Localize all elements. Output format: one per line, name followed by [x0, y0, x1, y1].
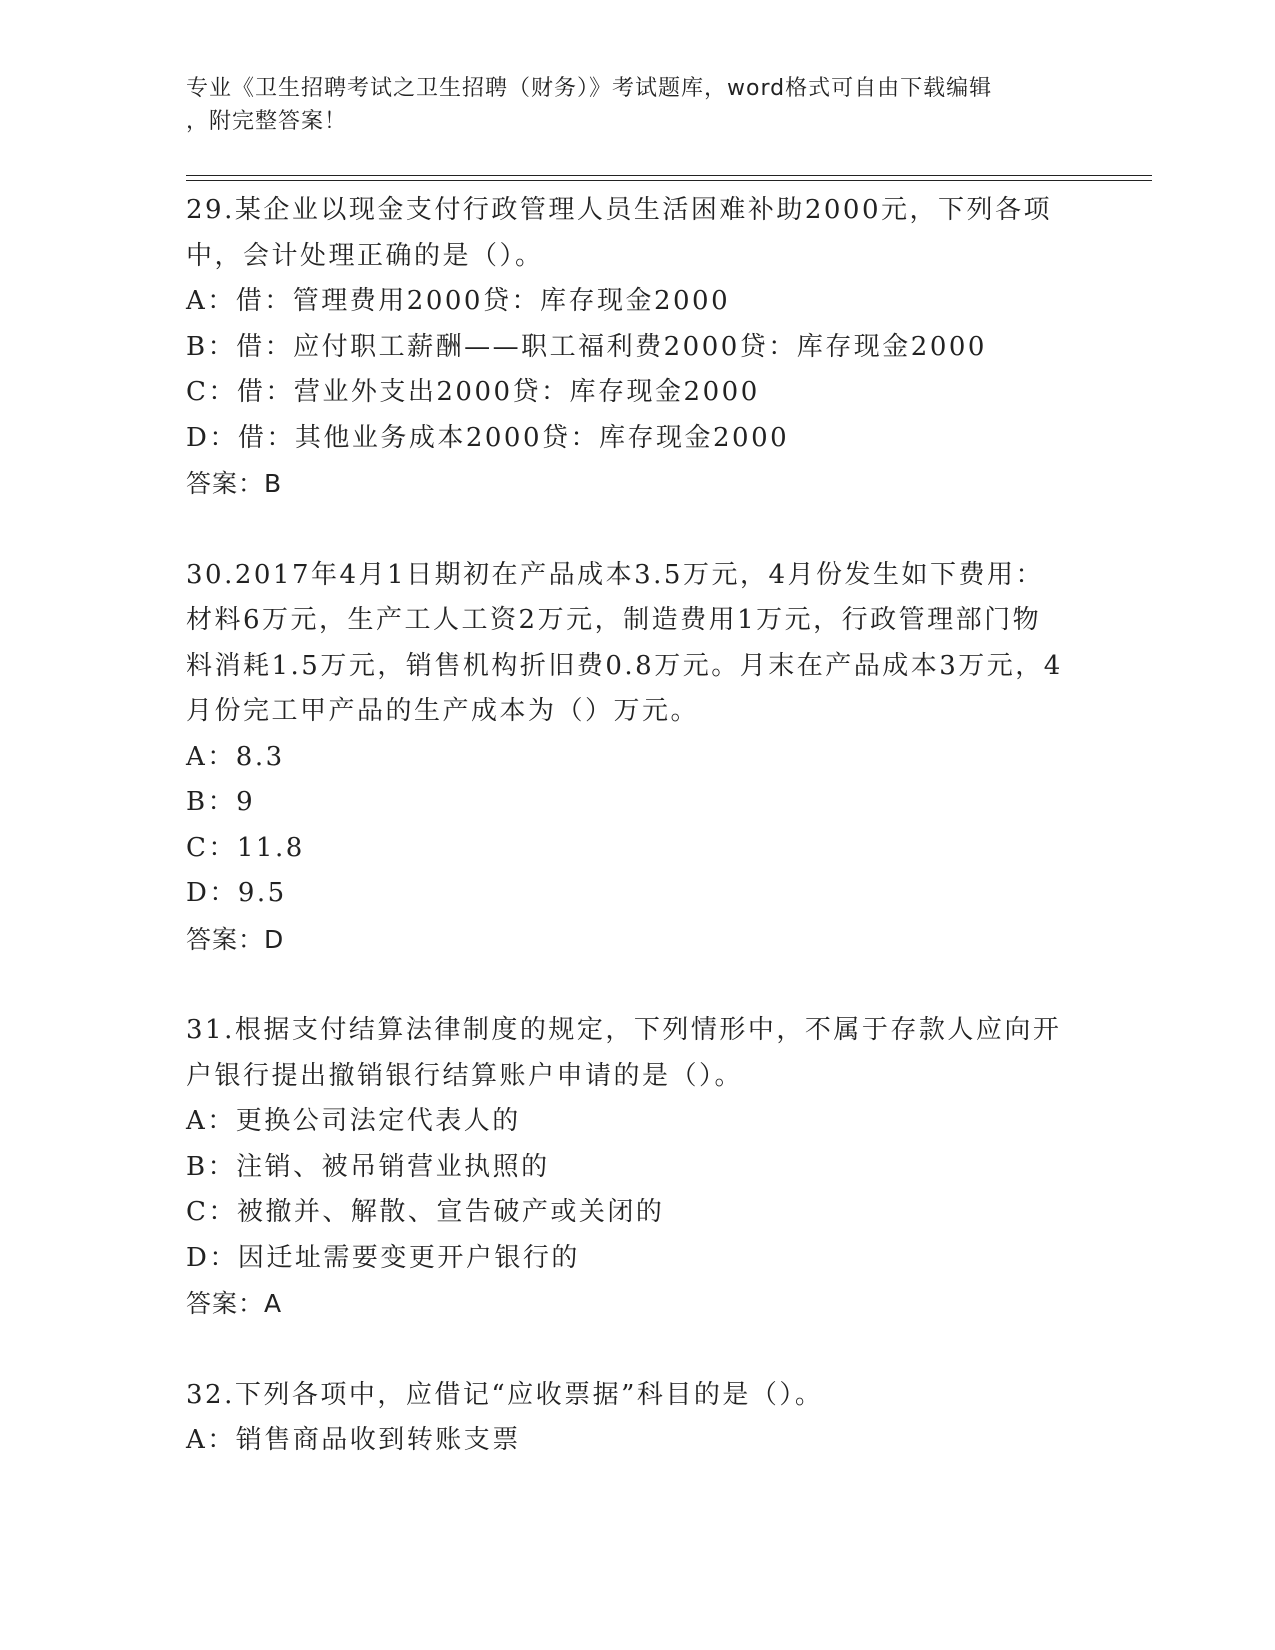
- question-text: 30.2017年4月1日期初在产品成本3.5万元，4月份发生如下费用：材料6万元，生产工人工资2万元，制造费用1万元，行政管理部门物料消耗1.5万元，销售机构折旧费0.8万元。月末在产品成本3万元，4月份完工甲产品的生产成本为（）万元。: [186, 559, 1063, 726]
- header-divider-bottom: [186, 180, 1152, 181]
- question-31: [186, 1008, 1086, 1327]
- question-32: [186, 1373, 1086, 1464]
- option-a: A：销售商品收到转账支票: [186, 1425, 521, 1455]
- header-divider-top: [186, 175, 1152, 176]
- option-a: A：更换公司法定代表人的: [186, 1106, 521, 1136]
- option-c: C：被撤并、解散、宣告破产或关闭的: [186, 1197, 665, 1227]
- answer: 答案：D: [186, 924, 285, 954]
- question-text: 32.下列各项中，应借记“应收票据”科目的是（）。: [186, 1379, 824, 1410]
- answer: 答案：A: [186, 1289, 283, 1318]
- option-d: D：9.5: [186, 878, 287, 908]
- option-a: A：借：管理费用2000贷：库存现金2000: [186, 286, 731, 316]
- question-spacer: [186, 1327, 1086, 1373]
- option-a: A：8.3: [186, 741, 285, 772]
- question-spacer: [186, 962, 1086, 1008]
- question-30: [186, 553, 1086, 963]
- header-line-2: ，附完整答案！: [186, 109, 348, 134]
- option-b: B：注销、被吊销营业执照的: [186, 1151, 550, 1182]
- option-c: C：借：营业外支出2000贷：库存现金2000: [186, 377, 760, 407]
- option-c: C：11.8: [186, 832, 305, 863]
- document-header: [186, 72, 1066, 138]
- option-b: B：借：应付职工薪酬——职工福利费2000贷：库存现金2000: [186, 331, 987, 362]
- question-text: 29.某企业以现金支付行政管理人员生活困难补助2000元，下列各项中，会计处理正确的是（）。: [186, 195, 1053, 271]
- header-line-1: 专业《卫生招聘考试之卫生招聘（财务）》考试题库，word格式可自由下载编辑: [186, 76, 993, 101]
- question-list: [186, 188, 1086, 1464]
- question-spacer: [186, 507, 1086, 553]
- question-text: 31.根据支付结算法律制度的规定，下列情形中，不属于存款人应向开户银行提出撤销银行结算账户申请的是（）。: [186, 1015, 1062, 1091]
- question-29: [186, 188, 1086, 507]
- option-d: D：因迁址需要变更开户银行的: [186, 1242, 580, 1273]
- answer: 答案：B: [186, 469, 283, 498]
- option-d: D：借：其他业务成本2000贷：库存现金2000: [186, 422, 790, 453]
- option-b: B：9: [186, 787, 256, 817]
